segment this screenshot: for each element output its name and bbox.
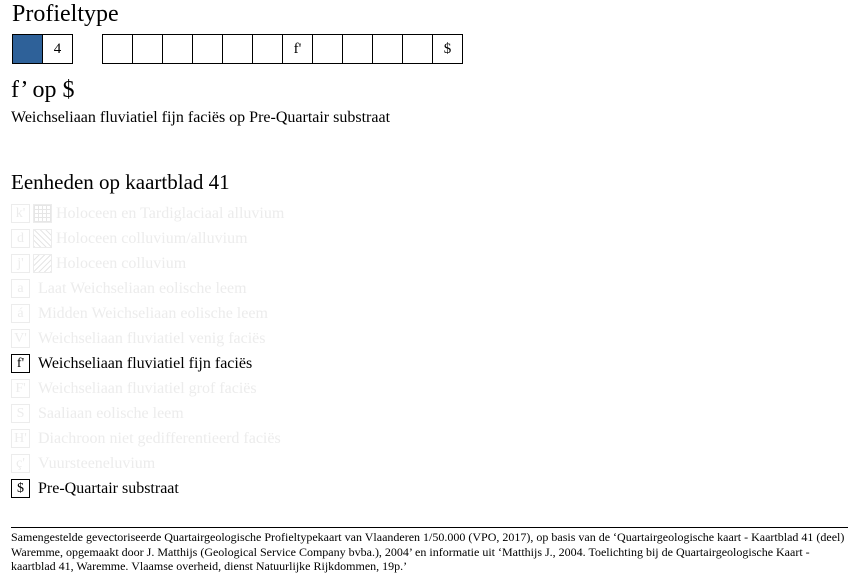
units-legend	[11, 201, 284, 501]
profile-cell	[132, 34, 163, 64]
unit-label: Holoceen colluvium/alluvium	[56, 229, 248, 247]
profile-cell	[342, 34, 373, 64]
unit-label: Vuursteeneluvium	[38, 454, 156, 472]
profile-cell	[252, 34, 283, 64]
legend-item	[11, 326, 284, 351]
unit-symbol: a	[11, 279, 30, 298]
profile-cell	[222, 34, 253, 64]
legend-item	[11, 201, 284, 226]
unit-label: Midden Weichseliaan eolische leem	[38, 304, 268, 322]
legend-item	[11, 376, 284, 401]
profile-cell	[162, 34, 193, 64]
unit-symbol: S	[11, 404, 30, 423]
profile-cell	[312, 34, 343, 64]
legend-item	[11, 476, 284, 501]
profile-cell	[192, 34, 223, 64]
profile-cell	[372, 34, 403, 64]
units-section-title: Eenheden op kaartblad 41	[11, 170, 230, 194]
unit-label: Weichseliaan fluviatiel venig faciës	[38, 329, 266, 347]
hatch-pattern-swatch	[33, 229, 52, 248]
profile-cell-filled	[12, 34, 43, 64]
unit-label: Saaliaan eolische leem	[38, 404, 184, 422]
unit-label: Holoceen colluvium	[56, 254, 187, 272]
profile-cell	[402, 34, 433, 64]
profile-code-title: f’ op $	[11, 77, 75, 103]
unit-label: Diachroon niet gedifferentieerd faciës	[38, 429, 281, 447]
legend-item	[11, 426, 284, 451]
hatch-pattern-swatch	[33, 254, 52, 273]
page-title: Profieltype	[12, 1, 119, 27]
legend-item	[11, 251, 284, 276]
profile-code-description: Weichseliaan fluviatiel fijn faciës op Pre-Quartair substraat	[11, 109, 391, 126]
footer-divider	[11, 527, 848, 528]
unit-label: Weichseliaan fluviatiel grof faciës	[38, 379, 257, 397]
unit-symbol: ç'	[11, 454, 30, 473]
unit-label: Pre-Quartair substraat	[38, 479, 179, 497]
unit-symbol: k'	[11, 204, 30, 223]
legend-item	[11, 301, 284, 326]
profile-cell-count: 4	[42, 34, 73, 64]
hatch-pattern-swatch	[33, 204, 52, 223]
legend-item	[11, 351, 284, 376]
legend-item	[11, 226, 284, 251]
legend-item	[11, 276, 284, 301]
legend-item	[11, 451, 284, 476]
unit-symbol: V'	[11, 329, 30, 348]
profile-cell	[102, 34, 133, 64]
unit-label: Weichseliaan fluviatiel fijn faciës	[38, 354, 253, 372]
profile-cell: f'	[282, 34, 313, 64]
source-footer: Samengestelde gevectoriseerde Quartairgeologische Profieltypekaart van Vlaanderen 1/50.000 (VPO, 2017), op basis van de ‘Quartairgeologische kaart - Kaartblad 41 (deel) Waremme, opgemaakt door J. Matthijs (Geological Service Company bvba.), 2004’ en informatie uit ‘Matthijs J., 2004. Toelichting bij de Quartairgeologische Kaart - kaartblad 41, Waremme. Vlaamse overheid, dienst Natuurlijke Rijkdommen, 19p.’	[11, 530, 845, 573]
unit-symbol: á	[11, 304, 30, 323]
unit-label: Holoceen en Tardiglaciaal alluvium	[56, 204, 285, 222]
unit-symbol: f'	[11, 354, 30, 373]
profile-cell: $	[432, 34, 463, 64]
profile-left-cells	[12, 34, 73, 64]
profile-right-cells	[102, 34, 463, 64]
unit-symbol: $	[11, 479, 30, 498]
unit-symbol: j'	[11, 254, 30, 273]
unit-symbol: F'	[11, 379, 30, 398]
legend-item	[11, 401, 284, 426]
unit-symbol: d	[11, 229, 30, 248]
unit-label: Laat Weichseliaan eolische leem	[38, 279, 247, 297]
unit-symbol: H'	[11, 429, 30, 448]
